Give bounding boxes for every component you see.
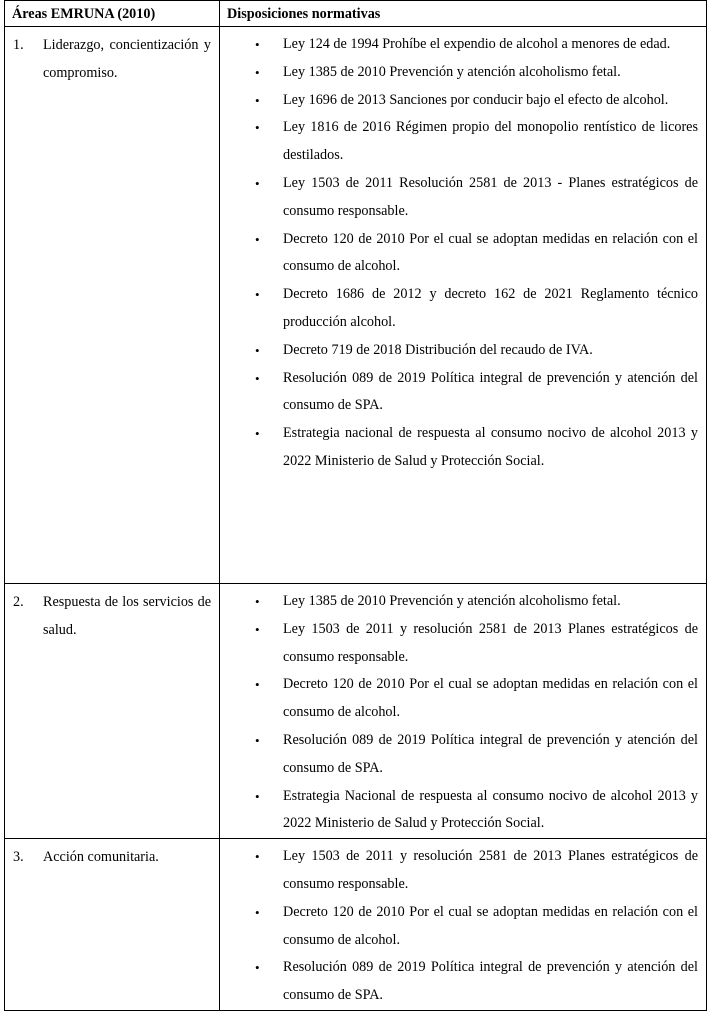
list-item: • Ley 1816 de 2016 Régimen propio del monopolio rentístico de licores destilados. [220,114,698,170]
area-label: Acción comunitaria. [43,849,159,866]
area-number: 3. [13,849,24,866]
norms-list [220,839,706,1010]
area-cell [5,27,220,584]
bullet-icon: • [255,426,260,442]
list-item: • Decreto 120 de 2010 Por el cual se adoptan medidas en relación con el consumo de alcohol. [220,671,698,727]
bullet-icon: • [255,37,260,52]
bullet-icon: • [255,92,260,108]
header-area-label: Áreas EMRUNA (2010) [12,6,156,22]
area-number: 1. [13,37,24,53]
bullet-icon: • [255,677,260,693]
table-row [5,839,707,1011]
area-cell [5,839,220,1011]
list-item: • Decreto 120 de 2010 Por el cual se adoptan medidas en relación con el consumo de alcohol. [220,899,698,955]
list-item: • Resolución 089 de 2019 Política integral de prevención y atención del consumo de SPA. [220,954,698,1010]
header-norms-label: Disposiciones normativas [227,6,381,22]
table-row [5,27,707,584]
bullet-icon: • [255,342,260,358]
area-number: 2. [13,594,24,610]
regulations-table [4,0,707,1011]
list-item: • Ley 1503 de 2011 y resolución 2581 de 2013 Planes estratégicos de consumo responsable. [220,843,698,899]
bullet-icon: • [255,231,260,247]
bullet-icon: • [255,788,260,804]
list-item: • Ley 1503 de 2011 Resolución 2581 de 2013 - Planes estratégicos de consumo responsable. [220,170,698,226]
list-item: • Ley 124 de 1994 Prohíbe el expendio de alcohol a menores de edad. [220,31,698,59]
bullet-icon: • [255,594,260,609]
norms-cell [220,839,707,1011]
list-item: • Ley 1696 de 2013 Sanciones por conducir bajo el efecto de alcohol. [220,87,698,115]
list-item: • Resolución 089 de 2019 Política integral de prevención y atención del consumo de SPA. [220,365,698,421]
header-row [5,1,707,27]
bullet-icon: • [255,287,260,303]
list-item: • Estrategia Nacional de respuesta al consumo nocivo de alcohol 2013 y 2022 Ministerio de Salud y Protección Social. [220,783,698,839]
table-row [5,584,707,839]
list-item: • Decreto 120 de 2010 Por el cual se adoptan medidas en relación con el consumo de alcohol. [220,226,698,282]
list-item: • Estrategia nacional de respuesta al consumo nocivo de alcohol 2013 y 2022 Ministerio de Salud y Protección Social. [220,420,698,476]
norms-list [220,27,706,476]
list-item: • Decreto 719 de 2018 Distribución del recaudo de IVA. [220,337,698,365]
list-item: • Ley 1385 de 2010 Prevención y atención alcoholismo fetal. [220,588,698,616]
header-area [5,1,220,27]
bullet-icon: • [255,64,260,80]
area-label: Respuesta de los servicios de salud. [43,594,211,638]
norms-cell [220,584,707,839]
area-label: Liderazgo, concientización y compromiso. [43,37,211,81]
norms-cell [220,27,707,584]
list-item: • Ley 1385 de 2010 Prevención y atención alcoholismo fetal. [220,59,698,87]
area-cell [5,584,220,839]
bullet-icon: • [255,904,260,920]
bullet-icon: • [255,175,260,191]
bullet-icon: • [255,120,260,136]
norms-list [220,584,706,838]
header-norms [220,1,707,27]
bullet-icon: • [255,960,260,976]
bullet-icon: • [255,849,260,865]
list-item: • Decreto 1686 de 2012 y decreto 162 de 2021 Reglamento técnico producción alcohol. [220,281,698,337]
bullet-icon: • [255,370,260,386]
bullet-icon: • [255,621,260,637]
list-item: • Resolución 089 de 2019 Política integral de prevención y atención del consumo de SPA. [220,727,698,783]
list-item: • Ley 1503 de 2011 y resolución 2581 de 2013 Planes estratégicos de consumo responsable. [220,616,698,672]
bullet-icon: • [255,732,260,748]
